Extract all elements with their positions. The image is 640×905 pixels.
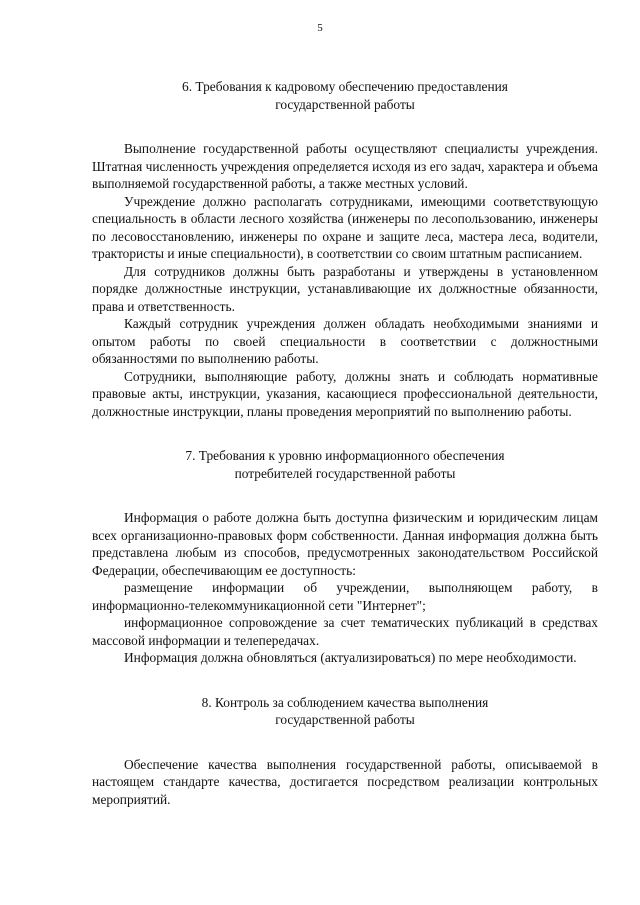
section-heading-line: потребителей государственной работы [234, 465, 456, 481]
paragraph: Для сотрудников должны быть разработаны и утверждены в установленном порядке должностные инструкции, устанавливающие их должностные обязанности, права и ответственность. [92, 263, 598, 314]
section-heading-line: 8. Контроль за соблюдением качества выполнения [201, 694, 489, 710]
paragraph: Информация должна обновляться (актуализироваться) по мере необходимости. [124, 650, 577, 665]
paragraph: Выполнение государственной работы осуществляют специалисты учреждения. Штатная численность учреждения определяется исходя из его задач, характера и объема выполняемой государственной работы, а также местных условий. [92, 141, 598, 191]
paragraph: Информация о работе должна быть доступна физическим и юридическим лицам всех организационно-правовых форм собственности. Данная информация должна быть представлена любым из способов, предусмотренных законодательством Российской Федерации, обеспечивающим ее доступность: [92, 510, 598, 578]
paragraph: информационное сопровождение за счет тематических публикаций в средствах массовой информации и телепередачах. [92, 615, 598, 648]
section-6-heading [92, 78, 598, 113]
section-heading-line: государственной работы [275, 712, 415, 727]
paragraph: Учреждение должно располагать сотрудниками, имеющими соответствующую специальность в области лесного хозяйства (инженеры по лесопользованию, инженеры по лесовосстановлению, инженеры по охране и защите леса, мастера леса, водители, трактористы и иные специальности), в соответствии со своим штатным расписанием. [92, 193, 598, 261]
section-8-heading [92, 694, 598, 729]
section-heading-line: 7. Требования к уровню информационного обеспечения [185, 448, 505, 463]
section-6 [92, 78, 598, 420]
paragraph: Сотрудники, выполняющие работу, должны знать и соблюдать нормативные правовые акты, инструкции, указания, касающиеся профессиональной деятельности, должностные инструкции, планы проведения мероприятий по выполнению работы. [92, 368, 598, 419]
section-7 [92, 447, 598, 667]
section-7-heading [92, 447, 598, 482]
paragraph: размещение информации об учреждении, выполняющем работу, в информационно-телекоммуникационной сети "Интернет"; [92, 580, 598, 613]
section-8 [92, 694, 598, 809]
paragraph: Обеспечение качества выполнения государственной работы, описываемой в настоящем стандарте качества, достигается посредством реализации контрольных мероприятий. [92, 756, 598, 807]
paragraph: Каждый сотрудник учреждения должен обладать необходимыми знаниями и опытом работы по своей специальности в соответствии с должностными обязанностями по выполнению работы. [92, 316, 598, 366]
document-body [92, 78, 598, 808]
page-number: 5 [317, 22, 323, 34]
section-heading-line: 6. Требования к кадровому обеспечению предоставления [182, 79, 508, 94]
section-heading-line: государственной работы [275, 96, 415, 112]
